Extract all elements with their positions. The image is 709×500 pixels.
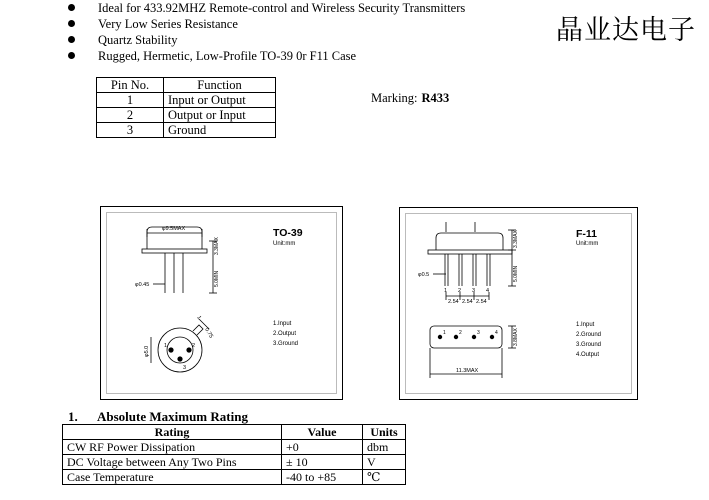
feature-item: Quartz Stability [68, 32, 465, 48]
marking-label: Marking: [371, 91, 418, 105]
package-title: TO-39 [273, 227, 303, 239]
pin-legend: 1.Input 2.Output 3.Ground [273, 321, 299, 347]
dim-lead-length: 5.0MIN [513, 265, 519, 282]
pin-label: 2 [192, 343, 196, 349]
pin-label: 1 [444, 288, 448, 294]
unit-label: Unit:mm [576, 241, 599, 247]
column-header: Value [282, 425, 363, 440]
package-title: F-11 [576, 228, 598, 240]
dim-pcd: φ5.0 [144, 345, 150, 357]
to39-drawing [100, 206, 343, 400]
rating-units: V [363, 455, 406, 470]
pin-number: 2 [97, 108, 164, 123]
table-header-row [97, 78, 276, 93]
pin-label: 1 [164, 343, 168, 349]
dim-height: 3.3MAX [214, 237, 220, 255]
rating-value: +0 [282, 440, 363, 455]
bullet-icon [68, 20, 75, 27]
dim-pitch: 2.54 [462, 299, 473, 305]
pin-label: 2 [458, 288, 462, 294]
table-row [63, 440, 406, 455]
table-row [97, 108, 276, 123]
pin-number: 1 [97, 93, 164, 108]
bullet-icon [68, 4, 75, 11]
table-row [97, 123, 276, 138]
dim-diameter: φ9.5MAX [162, 226, 186, 232]
pin-label: 1 [443, 330, 446, 336]
unit-label: Unit:mm [273, 241, 296, 247]
to39-outline [101, 207, 342, 399]
rating-name: CW RF Power Dissipation [63, 440, 282, 455]
dim-pitch: 2.54 [476, 299, 487, 305]
rating-name: Case Temperature [63, 470, 282, 485]
f11-outline [400, 208, 637, 399]
marking-value: R433 [421, 91, 450, 105]
pin-function: Input or Output [164, 93, 276, 108]
pin-label: 4 [486, 288, 490, 294]
bullet-icon [68, 36, 75, 43]
feature-item: Very Low Series Resistance [68, 16, 465, 32]
pin-label: 2 [459, 330, 462, 336]
dim-height: 3.3MAX [513, 230, 519, 248]
company-brand: 晶业达电子 [556, 15, 696, 46]
column-header: Units [363, 425, 406, 440]
column-header: Pin No. [97, 78, 164, 93]
feature-list [68, 0, 465, 64]
dim-depth: 3.8MAX [513, 328, 519, 346]
feature-item: Ideal for 433.92MHZ Remote-control and Wireless Security Transmitters [68, 0, 465, 16]
pin-label: 3 [472, 288, 476, 294]
absolute-max-rating-table [62, 424, 406, 485]
pin-label: 4 [495, 330, 498, 336]
dim-lead-diameter: φ0.45 [135, 282, 150, 288]
dim-tab-width: 0.75 [203, 327, 214, 340]
section-heading [68, 409, 248, 425]
dim-tab: 1 [195, 315, 202, 321]
dim-pitch: 2.54 [448, 299, 459, 305]
feature-item: Rugged, Hermetic, Low-Profile TO-39 0r F11 Case [68, 48, 465, 64]
pin-label: 3 [477, 330, 480, 336]
bullet-icon [68, 52, 75, 59]
pin-function-table [96, 77, 276, 138]
pin-label: 3 [183, 365, 187, 371]
section-title: Absolute Maximum Rating [97, 409, 248, 424]
column-header: Rating [63, 425, 282, 440]
pin-function: Ground [164, 123, 276, 138]
f11-drawing [399, 207, 638, 400]
rating-units: dbm [363, 440, 406, 455]
rating-units: ℃ [363, 470, 406, 485]
section-number: 1. [68, 409, 78, 424]
table-row [63, 455, 406, 470]
marking-line [371, 91, 449, 106]
dim-lead-diameter: φ0.5 [418, 272, 430, 278]
pin-number: 3 [97, 123, 164, 138]
column-header: Function [164, 78, 276, 93]
dim-width: 11.3MAX [456, 368, 479, 374]
pin-function: Output or Input [164, 108, 276, 123]
pin-legend: 1.Input 2.Ground 3.Ground 4.Output [576, 322, 602, 358]
rating-name: DC Voltage between Any Two Pins [63, 455, 282, 470]
table-row [97, 93, 276, 108]
table-row [63, 470, 406, 485]
rating-value: -40 to +85 [282, 470, 363, 485]
dim-lead-length: 5.0MIN [214, 270, 220, 287]
rating-value: ± 10 [282, 455, 363, 470]
table-header-row [63, 425, 406, 440]
